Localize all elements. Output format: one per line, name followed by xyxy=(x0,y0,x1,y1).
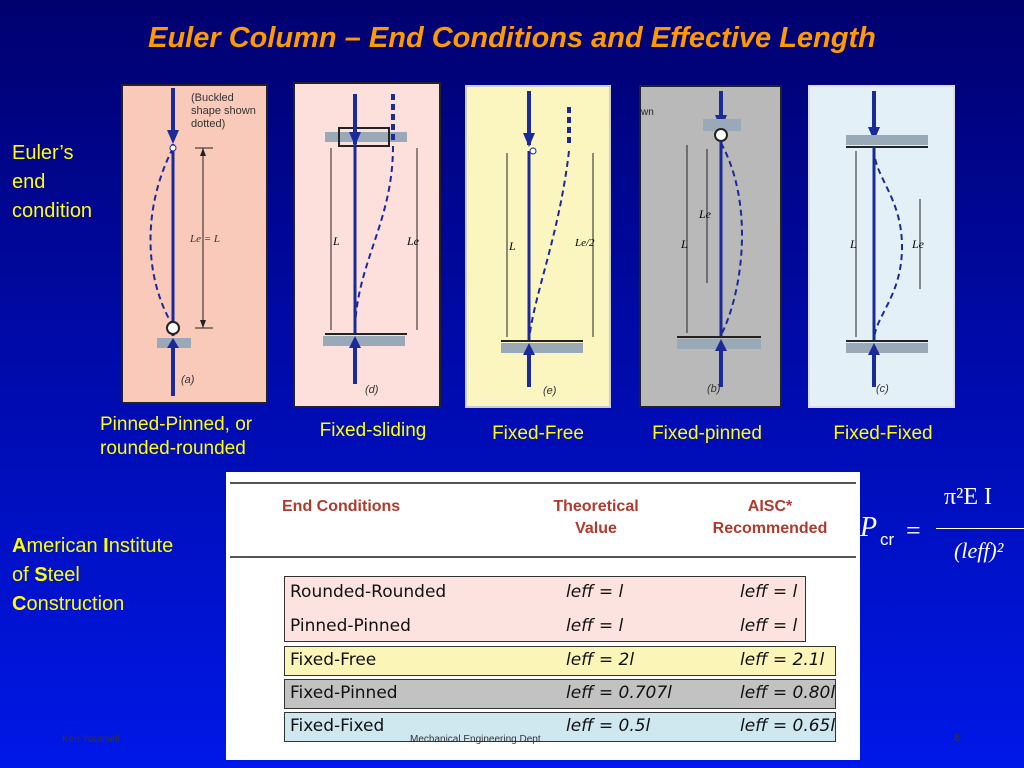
panel-letter: (a) xyxy=(181,374,195,386)
caption-pinned-pinned: Pinned-Pinned, or rounded-rounded xyxy=(100,414,253,459)
column-diagram-c xyxy=(810,87,955,408)
diagram-panel-fixed-free xyxy=(465,85,611,408)
aisc-word-of: of xyxy=(12,564,35,586)
aisc-word-nstitute: nstitute xyxy=(108,535,174,557)
row-theoretical: leff = 0.5l xyxy=(566,716,651,736)
caption-fixed-fixed: Fixed-Fixed xyxy=(833,423,933,444)
header-theoretical: Theoretical Value xyxy=(553,498,639,537)
footer-dept: Mechanical Engineering Dept. xyxy=(410,734,544,745)
formula-denominator: (leff)² xyxy=(954,538,1004,563)
dim-label-right: Le/2 xyxy=(575,237,595,249)
dim-label-left: L xyxy=(850,237,857,251)
caption-fixed-sliding: Fixed-sliding xyxy=(319,420,427,441)
table-top-rule xyxy=(230,482,856,484)
aisc-word-merican: merican xyxy=(26,535,104,557)
formula-sub: cr xyxy=(880,530,895,549)
row-aisc: leff = l xyxy=(740,616,798,636)
formula-lhs: P xyxy=(860,512,878,543)
diagram-panel-pinned-pinned xyxy=(121,84,268,404)
caption-fixed-pinned: Fixed-pinned xyxy=(652,423,762,444)
diagram-panel-fixed-sliding xyxy=(293,82,441,408)
aisc-letter-s: S xyxy=(34,564,48,586)
caption-fixed-free: Fixed-Free xyxy=(492,423,584,444)
row-theoretical: leff = 2l xyxy=(566,650,635,670)
row-name: Fixed-Pinned xyxy=(290,683,398,703)
footer-author: Ken Youssefi xyxy=(62,734,120,745)
dim-label-right: Le = L xyxy=(190,233,221,245)
top-cropped-text: wn xyxy=(641,107,654,118)
table-header-rule xyxy=(230,556,856,558)
diagram-panel-fixed-pinned xyxy=(639,85,782,408)
euler-critical-load-formula xyxy=(858,480,1024,580)
effective-length-table xyxy=(226,472,860,760)
diagram-panel-fixed-fixed xyxy=(808,85,955,408)
row-theoretical: leff = l xyxy=(566,582,624,602)
dim-label-left: L xyxy=(509,239,516,253)
panel-letter: (b) xyxy=(707,383,721,395)
row-name: Fixed-Fixed xyxy=(290,716,385,736)
aisc-label xyxy=(12,532,173,619)
dim-label-left: L xyxy=(333,234,340,248)
aisc-word-teel: teel xyxy=(47,564,80,586)
row-aisc: leff = 0.65l xyxy=(740,716,836,736)
row-name: Pinned-Pinned xyxy=(290,616,411,636)
aisc-letter-a: A xyxy=(12,535,27,557)
panel-letter: (c) xyxy=(876,383,889,395)
row-theoretical: leff = 0.707l xyxy=(566,683,672,703)
row-name: Rounded-Rounded xyxy=(290,582,447,602)
side-label-euler: Euler’s end condition xyxy=(12,142,93,222)
aisc-letter-i: I xyxy=(103,535,109,557)
dim-label-right: Le xyxy=(699,207,711,221)
column-diagram-d xyxy=(295,84,441,408)
panel-letter: (d) xyxy=(365,384,379,396)
row-aisc: leff = l xyxy=(740,582,798,602)
formula-eq: = xyxy=(906,516,921,545)
dim-label-right: Le xyxy=(407,234,419,248)
header-end-conditions: End Conditions xyxy=(282,498,401,515)
dim-label-left: L xyxy=(681,237,688,251)
footer-page: 8 xyxy=(954,732,961,744)
formula-numerator: π²E I xyxy=(944,484,992,510)
column-diagram-a xyxy=(123,86,268,404)
header-aisc: AISC* Recommended xyxy=(712,498,828,537)
slide-title: Euler Column – End Conditions and Effective Length xyxy=(148,22,876,54)
panel-note: (Buckled shape shown dotted) xyxy=(191,92,256,130)
column-diagram-b xyxy=(641,87,782,408)
panel-letter: (e) xyxy=(543,385,557,397)
aisc-word-onstruction: onstruction xyxy=(26,593,125,615)
dim-label-right: Le xyxy=(912,237,924,251)
fraction-bar xyxy=(936,528,1024,529)
aisc-letter-c: C xyxy=(12,593,27,615)
row-name: Fixed-Free xyxy=(290,650,377,670)
row-aisc: leff = 0.80l xyxy=(740,683,836,703)
row-aisc: leff = 2.1l xyxy=(740,650,825,670)
row-theoretical: leff = l xyxy=(566,616,624,636)
